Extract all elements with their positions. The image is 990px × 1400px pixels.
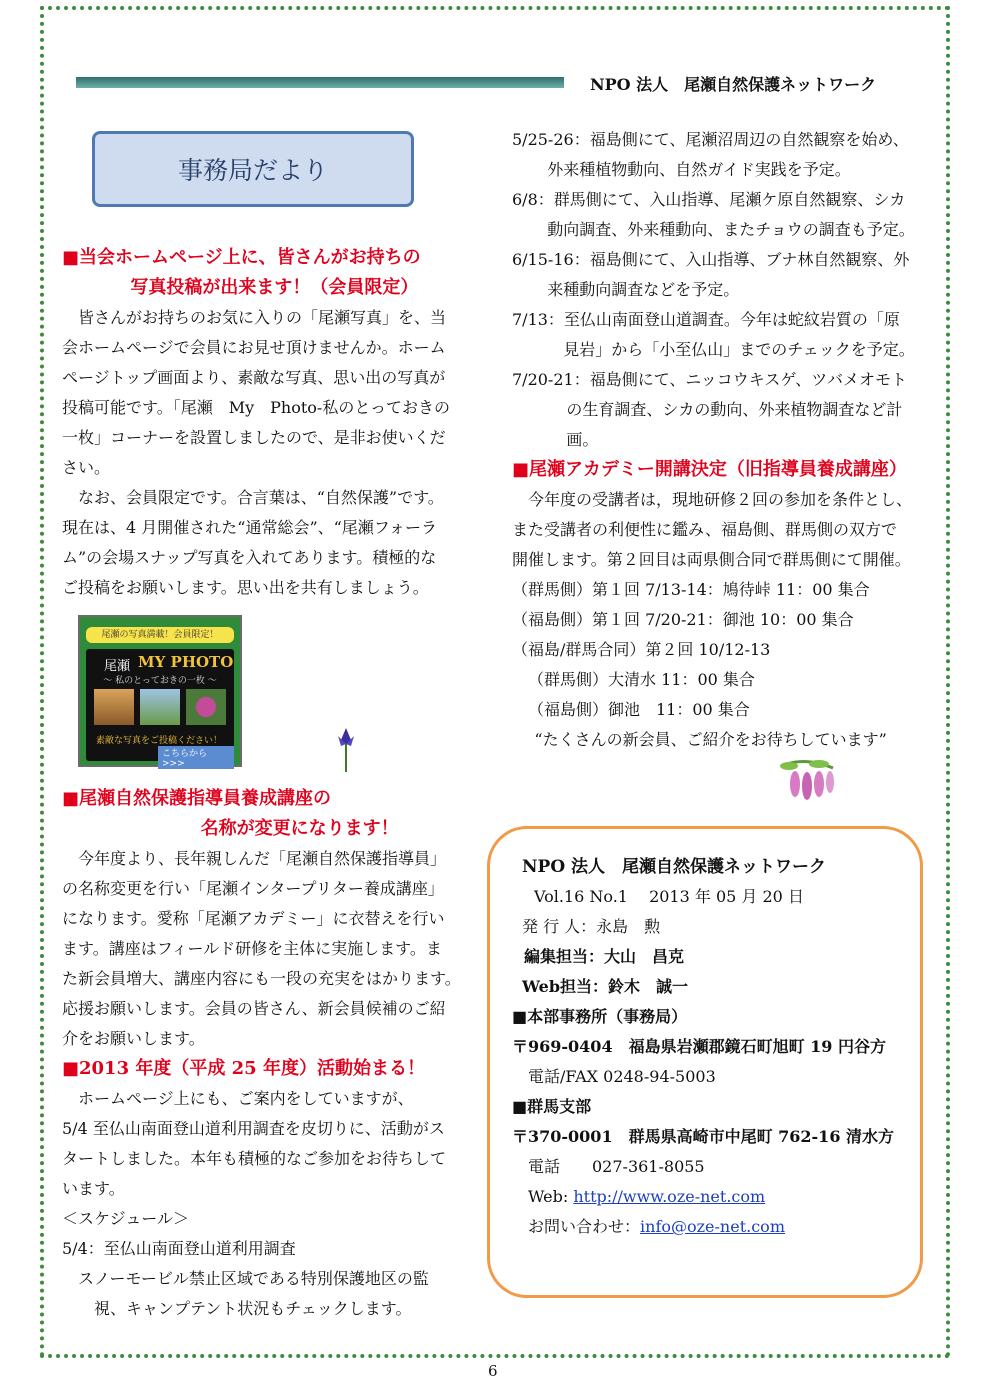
email-link[interactable]: info@oze-net.com [640, 1217, 785, 1236]
s1-heading-a: ■当会ホームページ上に、皆さんがお持ちの [62, 247, 421, 268]
text-line: 視、キャンプテント状況もチェックします。 [94, 1299, 412, 1318]
thumb-image [186, 689, 226, 725]
text-line: 皆さんがお持ちのお気に入りの「尾瀬写真」を、当 [78, 308, 447, 327]
header-bar [76, 77, 564, 88]
text-line: 現在は、4 月開催された“通常総会”、“尾瀬フォーラ [62, 518, 438, 537]
text-line: （群馬側）大清水 11：00 集合 [528, 670, 755, 689]
info-hq-tel: 電話/FAX 0248-94-5003 [528, 1067, 716, 1086]
info-url-label: Web: [528, 1187, 574, 1206]
schedule-line: 来種動向調査などを予定。 [547, 280, 740, 299]
s2-heading-b: 名称が変更になります！ [200, 818, 399, 839]
schedule-line: 6/8：群馬側にて、入山指導、尾瀬ケ原自然観察、シカ [512, 190, 906, 209]
info-gunma-tel: 電話 027-361-8055 [528, 1157, 705, 1176]
text-line: います。 [62, 1179, 125, 1198]
text-line: （福島/群馬合同）第２回 10/12-13 [512, 640, 771, 659]
my-photo-banner[interactable] [78, 615, 242, 767]
text-line: ます。講座はフィールド研修を主体に実施します。ま [62, 939, 442, 958]
banner-my-photo: MY PHOTO [138, 653, 234, 671]
text-line: スノーモービル禁止区域である特別保護地区の監 [78, 1269, 429, 1288]
text-line: （福島側）第１回 7/20-21：御池 10：00 集合 [512, 610, 854, 629]
info-publisher: 発 行 人：永島 勲 [522, 917, 661, 936]
text-line: （群馬側）第１回 7/13-14：鳩待峠 11：00 集合 [512, 580, 870, 599]
banner-thumbnails [94, 689, 226, 727]
schedule-line: 5/25-26：福島側にて、尾瀬沼周辺の自然観察を始め、 [512, 130, 909, 149]
page-number: 6 [488, 1362, 498, 1380]
schedule-line: 見岩」から「小至仏山」までのチェックを予定。 [563, 340, 915, 359]
text-line: ご投稿をお願いします。思い出を共有しましょう。 [62, 578, 429, 597]
text-line: 介をお願いします。 [62, 1029, 205, 1048]
text-line: “たくさんの新会員、ご紹介をお待ちしています” [534, 730, 887, 749]
schedule-line: 6/15-16：福島側にて、入山指導、ブナ林自然観察、外 [512, 250, 910, 269]
info-editor: 編集担当：大山 昌克 [524, 947, 685, 966]
text-line: タートしました。本年も積極的なご参加をお待ちして [62, 1149, 447, 1168]
info-vol: Vol.16 No.1 2013 年 05 月 20 日 [534, 887, 804, 906]
text-line: の名称変更を行い「尾瀬インタープリター養成講座」 [62, 879, 444, 898]
text-line: 5/4：至仏山南面登山道利用調査 [62, 1239, 296, 1258]
text-line: ム”の会場スナップ写真を入れてあります。積極的な [62, 548, 437, 567]
text-line: （福島側）御池 11：00 集合 [528, 700, 750, 719]
s3-heading: ■2013 年度（平成 25 年度）活動始まる！ [62, 1058, 425, 1079]
schedule-line: 動向調査、外来種動向、またチョウの調査も予定。 [547, 220, 915, 239]
text-line: 今年度より、長年親しんだ「尾瀬自然保護指導員」 [78, 849, 447, 868]
text-line: 開催します。第２回目は両県側合同で群馬側にて開催。 [512, 550, 911, 569]
info-org: NPO 法人 尾瀬自然保護ネットワーク [522, 857, 827, 877]
text-line: 応援お願いします。会員の皆さん、新会員候補のご紹 [62, 999, 446, 1018]
bell-flower-icon [775, 758, 839, 804]
text-line: 投稿可能です。「尾瀬 My Photo-私のとっておきの [62, 398, 450, 417]
s1-heading-b: 写真投稿が出来ます！（会員限定） [130, 277, 419, 298]
info-gunma-heading: ■群馬支部 [512, 1097, 592, 1116]
banner-oze: 尾瀬 [104, 659, 131, 674]
website-link[interactable]: http://www.oze-net.com [573, 1187, 766, 1206]
section-badge [92, 131, 414, 207]
banner-subtitle: ～ 私のとっておきの一枚 ～ [103, 676, 217, 686]
badge-title: 事務局だより [177, 156, 328, 185]
left-column-bottom [62, 784, 492, 1324]
text-line: 会ホームページで会員にお見せ頂けませんか。ホーム [62, 338, 446, 357]
right-column [512, 125, 932, 755]
thumb-image [94, 689, 134, 725]
banner-top-label: 尾瀬の写真満載！会員限定！ [86, 627, 234, 643]
header-org: NPO 法人 尾瀬自然保護ネットワーク [590, 75, 877, 94]
banner-link-button[interactable]: こちらから >>> [158, 746, 234, 769]
info-hq-address: 〒969-0404 福島県岩瀬郡鏡石町旭町 19 円谷方 [512, 1037, 886, 1056]
schedule-line: 7/13：至仏山南面登山道調査。今年は蛇紋岩質の「原 [512, 310, 900, 329]
info-gunma-address: 〒370-0001 群馬県高崎市中尾町 762-16 清水方 [512, 1127, 895, 1146]
info-web-manager: Web担当：鈴木 誠一 [522, 977, 689, 996]
info-content [512, 852, 894, 1242]
info-hq-heading: ■本部事務所（事務局） [512, 1007, 688, 1026]
text-line: た新会員増大、講座内容にも一段の充実をはかります。 [62, 969, 461, 988]
text-line: 一枚」コーナーを設置しましたので、是非お使いくだ [62, 428, 446, 447]
info-mail-label: お問い合わせ： [528, 1217, 641, 1236]
text-line: になります。愛称「尾瀬アカデミー」に衣替えを行い [62, 909, 445, 928]
text-line: ページトップ画面より、素敵な写真、思い出の写真が [62, 368, 446, 387]
schedule-line: 画。 [566, 430, 599, 449]
schedule-line: の生育調査、シカの動向、外来植物調査など計 [566, 400, 903, 419]
left-column-top [62, 243, 492, 603]
text-line: なお、会員限定です。合言葉は、“自然保護”です。 [78, 488, 444, 507]
text-line: ホームページ上にも、ご案内をしていますが、 [78, 1089, 414, 1108]
text-line: ＜スケジュール＞ [62, 1209, 190, 1228]
text-line: さい。 [62, 458, 111, 477]
s4-heading: ■尾瀬アカデミー開講決定（旧指導員養成講座） [512, 459, 907, 480]
banner-inner [86, 649, 234, 769]
text-line: 5/4 至仏山南面登山道利用調査を皮切りに、活動がス [62, 1119, 445, 1138]
banner-cta-text: 素敵な写真をご投稿ください！ [96, 736, 223, 746]
schedule-line: 7/20-21：福島側にて、ニッコウキスゲ、ツバメオモト [512, 370, 907, 389]
iris-flower-icon [335, 726, 357, 772]
schedule-line: 外来種植物動向、自然ガイド実践を予定。 [547, 160, 851, 179]
text-line: 今年度の受講者は，現地研修２回の参加を条件とし、 [528, 490, 913, 509]
thumb-image [140, 689, 180, 725]
text-line: また受講者の利便性に鑑み、福島側、群馬側の双方で [512, 520, 897, 539]
s2-heading-a: ■尾瀬自然保護指導員養成講座の [62, 788, 332, 809]
